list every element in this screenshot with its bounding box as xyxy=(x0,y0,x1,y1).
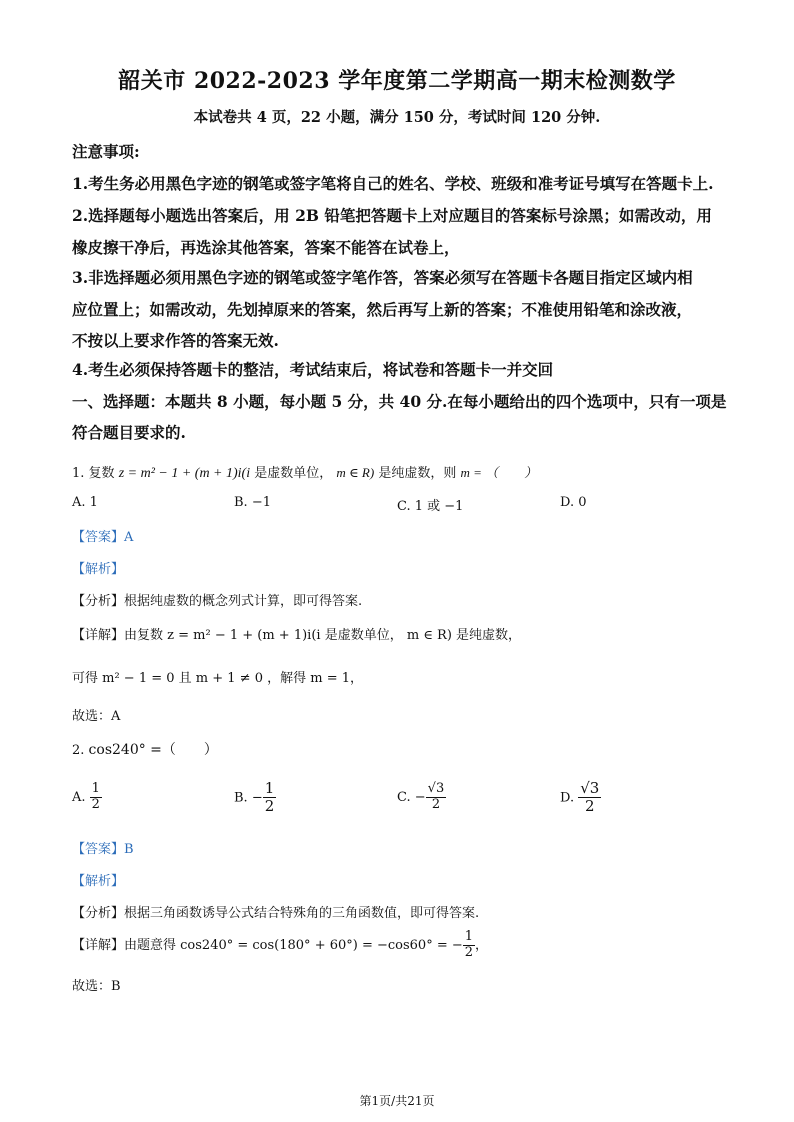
q1-analysis-text: 根据纯虚数的概念列式计算，即可得答案. xyxy=(124,594,363,609)
note-3-line-2: 应位置上；如需改动，先划掉原来的答案，然后再写上新的答案；不准使用铅笔和涂改液， xyxy=(72,300,693,319)
notes-heading: 注意事项: xyxy=(72,142,140,161)
question-1-tail: 是纯虚数，则 xyxy=(378,466,457,481)
question-2-expression: cos240° =（ ） xyxy=(88,742,218,758)
q2-detail xyxy=(72,930,488,961)
q1-option-c: C. 1 或 −1 xyxy=(397,499,464,514)
q2-choice: 故选：B xyxy=(72,979,121,994)
q2-option-b-sign: − xyxy=(251,790,263,806)
fraction-denominator: 2 xyxy=(264,797,275,816)
section-heading-line-2: 符合题目要求的. xyxy=(72,423,186,442)
question-1-expression: z = m² − 1 + (m + 1)i(i xyxy=(118,466,251,481)
fraction-numerator: √3 xyxy=(427,781,445,796)
q1-option-a: A. 1 xyxy=(72,495,98,510)
q2-option-b-fraction xyxy=(263,780,277,816)
fraction-numerator: 1 xyxy=(464,929,474,944)
question-1 xyxy=(72,462,537,482)
q1-derivation: 可得 m² − 1 = 0 且 m + 1 ≠ 0 ，解得 m = 1， xyxy=(72,671,363,686)
q2-jiexi-label: 【解析】 xyxy=(72,874,125,889)
page-footer: 第1页/共21页 xyxy=(359,1094,435,1108)
question-1-mid: 是虚数单位， xyxy=(254,466,333,481)
q2-option-c-fraction xyxy=(426,782,447,813)
page-title: 韶关市 2022-2023 学年度第二学期高一期末检测数学 xyxy=(118,68,676,94)
q2-option-a xyxy=(72,782,102,813)
q2-option-b-label: B. xyxy=(234,790,248,806)
question-2 xyxy=(72,739,218,759)
fraction-numerator: √3 xyxy=(580,779,600,797)
exam-info: 本试卷共 4 页，22 小题，满分 150 分，考试时间 120 分钟. xyxy=(193,109,601,126)
q2-option-c-sign: − xyxy=(414,789,426,805)
q1-jiexi-label: 【解析】 xyxy=(72,562,125,577)
q2-option-d xyxy=(560,780,601,816)
section-heading-line-1: 一、选择题：本题共 8 小题，每小题 5 分，共 40 分.在每小题给出的四个选项中，只有一项是 xyxy=(72,392,727,411)
note-2-line-2: 橡皮擦干净后，再选涂其他答案，答案不能答在试卷上， xyxy=(72,238,460,257)
q2-option-d-label: D. xyxy=(560,790,575,806)
q1-option-b: B. −1 xyxy=(234,495,271,510)
q2-option-a-fraction xyxy=(90,782,102,813)
q1-option-d: D. 0 xyxy=(560,495,587,510)
question-2-number: 2. xyxy=(72,743,85,758)
q1-answer: 【答案】A xyxy=(72,530,134,545)
question-1-number: 1. 复数 xyxy=(72,466,115,481)
q2-analysis xyxy=(72,902,479,921)
note-2-line-1: 2.选择题每小题选出答案后，用 2B 铅笔把答题卡上对应题目的答案标号涂黑；如需改动，用 xyxy=(72,206,712,225)
question-1-ask: m = （ ） xyxy=(460,465,538,480)
question-1-condition: m ∈ R) xyxy=(336,465,375,480)
q1-choice: 故选：A xyxy=(72,709,121,724)
q2-option-b xyxy=(234,780,276,816)
q1-detail-text: 由复数 z = m² − 1 + (m + 1)i(i 是虚数单位， m ∈ R) 是纯虚数， xyxy=(124,628,522,643)
fraction-numerator: 1 xyxy=(264,779,275,797)
q2-detail-end: ， xyxy=(475,937,489,953)
fraction-numerator: 1 xyxy=(91,781,100,796)
q2-option-c xyxy=(397,782,446,813)
q2-option-c-label: C. xyxy=(397,789,411,805)
q2-option-a-label: A. xyxy=(72,789,86,805)
q2-option-d-fraction xyxy=(578,780,601,816)
q2-analysis-tag: 【分析】 xyxy=(72,906,125,921)
note-4: 4.考生必须保持答题卡的整洁，考试结束后，将试卷和答题卡一并交回 xyxy=(72,360,554,379)
q2-detail-text: 由题意得 cos240° = cos(180° + 60°) = −cos60° = − xyxy=(124,937,463,953)
note-3-line-3: 不按以上要求作答的答案无效. xyxy=(72,331,279,350)
q2-answer: 【答案】B xyxy=(72,842,134,857)
note-3-line-1: 3.非选择题必须用黑色字迹的钢笔或签字笔作答，答案必须写在答题卡各题目指定区域内相 xyxy=(72,268,693,287)
q1-analysis-tag: 【分析】 xyxy=(72,594,125,609)
q1-analysis xyxy=(72,590,362,609)
fraction-denominator: 2 xyxy=(431,796,441,812)
q1-detail-tag: 【详解】 xyxy=(72,628,125,643)
q2-detail-tag: 【详解】 xyxy=(72,937,125,953)
q1-detail xyxy=(72,624,521,643)
fraction-denominator: 2 xyxy=(464,944,474,960)
note-1: 1.考生务必用黑色字迹的钢笔或签字笔将自己的姓名、学校、班级和准考证号填写在答题卡上. xyxy=(72,174,714,193)
q2-detail-fraction xyxy=(463,930,475,961)
fraction-denominator: 2 xyxy=(91,796,100,812)
q2-analysis-text: 根据三角函数诱导公式结合特殊角的三角函数值，即可得答案. xyxy=(124,906,480,921)
fraction-denominator: 2 xyxy=(585,797,595,816)
